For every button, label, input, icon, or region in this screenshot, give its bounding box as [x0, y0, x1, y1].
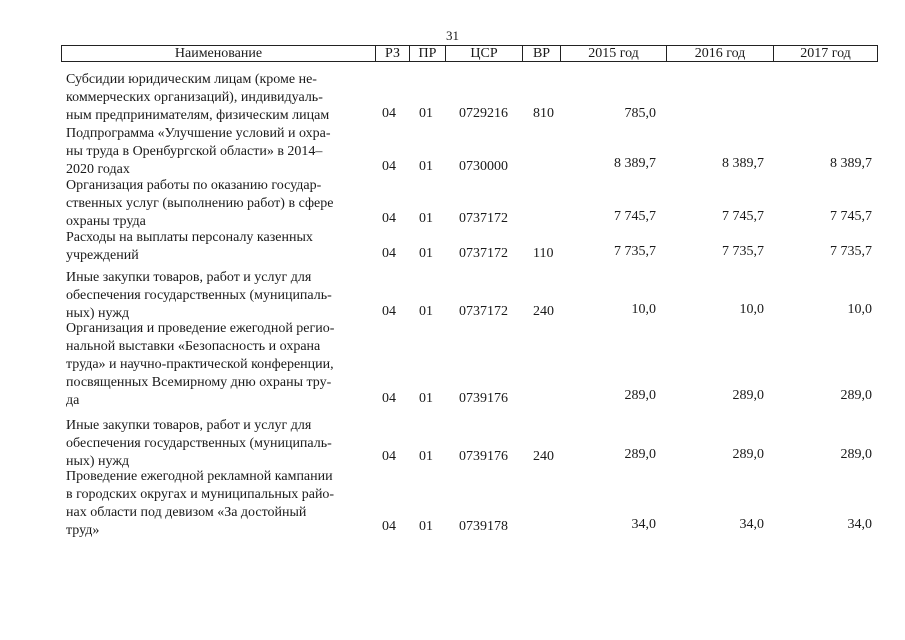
row-2017: 289,0 [840, 388, 872, 403]
row-name: Расходы на выплаты персоналу казенных учреждений [66, 230, 313, 263]
row-rz: 04 [382, 106, 396, 121]
row-pr: 01 [419, 519, 433, 534]
row-2015: 289,0 [624, 447, 656, 462]
row-2017: 289,0 [840, 447, 872, 462]
row-name: Подпрограмма «Улучшение условий и охра- ны труда в Оренбургской области» в 2014– 2020 годах [66, 126, 331, 177]
row-name: Субсидии юридическим лицам (кроме не- коммерческих организаций), индивидуаль- ным предпринимателям, физическим лицам [66, 72, 330, 123]
row-csr: 0739176 [459, 391, 508, 406]
table-row [66, 320, 878, 410]
row-2016: 8 389,7 [722, 156, 764, 171]
row-csr: 0739178 [459, 519, 508, 534]
row-2016: 7 735,7 [722, 244, 764, 259]
row-csr: 0729216 [459, 106, 508, 121]
row-2016: 289,0 [732, 447, 764, 462]
page-number: 31 [446, 28, 459, 43]
row-pr: 01 [419, 159, 433, 174]
row-2016: 289,0 [732, 388, 764, 403]
row-rz: 04 [382, 519, 396, 534]
row-2016: 34,0 [739, 517, 764, 532]
header-2016: 2016 год [667, 46, 774, 61]
row-2017: 34,0 [847, 517, 872, 532]
table-row [66, 71, 878, 125]
row-name: Иные закупки товаров, работ и услуг для обеспечения государственных (муниципаль- ных) нужд [66, 270, 332, 321]
row-2016: 7 745,7 [722, 209, 764, 224]
row-2015: 34,0 [631, 517, 656, 532]
row-2017: 10,0 [847, 302, 872, 317]
row-name: Проведение ежегодной рекламной кампании в городских округах и муниципальных райо- нах области под девизом «За достойный труд» [66, 469, 335, 538]
header-rz: РЗ [376, 46, 410, 61]
row-rz: 04 [382, 159, 396, 174]
row-name: Организация работы по оказанию государ- ственных услуг (выполнению работ) в сфере охраны труда [66, 178, 334, 229]
row-pr: 01 [419, 246, 433, 261]
row-rz: 04 [382, 211, 396, 226]
row-csr: 0737172 [459, 246, 508, 261]
row-2015: 10,0 [631, 302, 656, 317]
row-pr: 01 [419, 106, 433, 121]
row-2016: 10,0 [739, 302, 764, 317]
table-row [66, 468, 878, 540]
row-pr: 01 [419, 304, 433, 319]
header-2017: 2017 год [800, 46, 851, 61]
table-row [66, 125, 878, 179]
row-rz: 04 [382, 391, 396, 406]
row-csr: 0739176 [459, 449, 508, 464]
header-csr: ЦСР [446, 46, 523, 61]
row-csr: 0730000 [459, 159, 508, 174]
table-row [66, 417, 878, 471]
row-2017: 7 745,7 [830, 209, 872, 224]
row-vr: 110 [533, 246, 554, 261]
row-name: Иные закупки товаров, работ и услуг для обеспечения государственных (муниципаль- ных) нужд [66, 418, 332, 469]
table-row [66, 177, 878, 231]
row-2015: 785,0 [624, 106, 656, 121]
row-vr: 810 [533, 106, 554, 121]
row-vr: 240 [533, 449, 554, 464]
row-pr: 01 [419, 211, 433, 226]
row-2015: 7 745,7 [614, 209, 656, 224]
header-name: Наименование [62, 46, 376, 61]
row-rz: 04 [382, 449, 396, 464]
header-pr: ПР [410, 46, 446, 61]
row-2017: 8 389,7 [830, 156, 872, 171]
header-vr: ВР [523, 46, 561, 61]
row-2015: 8 389,7 [614, 156, 656, 171]
row-name: Организация и проведение ежегодной регио- нальной выставки «Безопасность и охрана труда» и научно-практической конференции, посвященных Всемирному дню охраны тру- да [66, 321, 335, 408]
table-row [66, 229, 878, 269]
table-row [66, 269, 878, 323]
table-header [61, 45, 878, 62]
row-2015: 289,0 [624, 388, 656, 403]
row-vr: 240 [533, 304, 554, 319]
row-csr: 0737172 [459, 304, 508, 319]
row-2015: 7 735,7 [614, 244, 656, 259]
row-pr: 01 [419, 449, 433, 464]
row-2017: 7 735,7 [830, 244, 872, 259]
header-2015: 2015 год [561, 46, 667, 61]
row-rz: 04 [382, 304, 396, 319]
row-pr: 01 [419, 391, 433, 406]
row-rz: 04 [382, 246, 396, 261]
row-csr: 0737172 [459, 211, 508, 226]
